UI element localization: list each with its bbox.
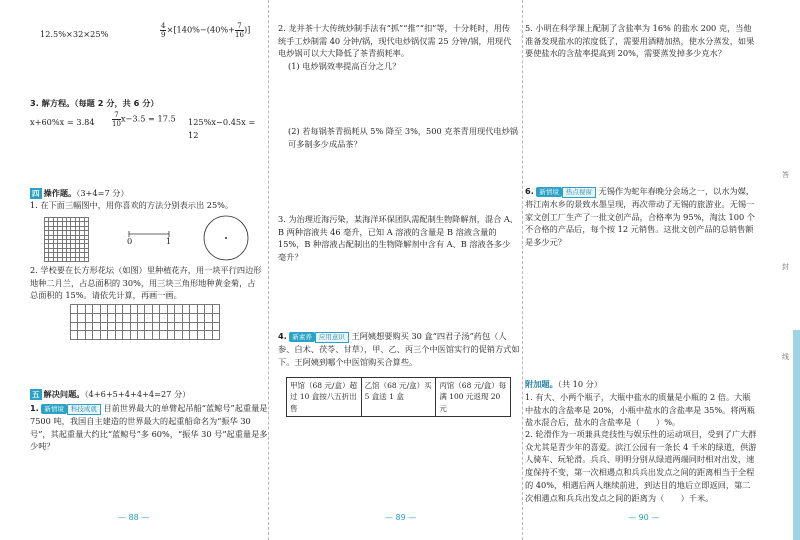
offer-clinic-b: 乙馆（68 元/盒）买 5 盒送 1 盒 [361, 378, 436, 417]
grid-cell [183, 323, 190, 332]
section-4-badge: 四 [32, 189, 40, 198]
question-6: 6. 新情境 热点视窗 无锡作为蛇年春晚分会场之一，以水为媒，将江南水乡的景致水墨呈现，再次带动了无锡的旅游业。无锡一家文创工厂生产了一批文创产品，合格率为 95%，淘汰 100 个不合格的产品后，每个按 12 元销售。这批文创产品的总销售额是多少元？ [525, 186, 755, 248]
new-literacy-tag: 新素养 [289, 332, 315, 342]
grid-cell [153, 305, 160, 314]
page-divider-2 [522, 0, 523, 540]
grid-cell [138, 305, 145, 314]
grid-cell [101, 323, 108, 332]
grid-cell [86, 305, 93, 314]
hot-topic-tag: 热点视窗 [562, 187, 596, 198]
binding-label-line: 线 [782, 353, 789, 361]
grid-cell [168, 305, 175, 314]
calc-expression-1: 12.5%×32×25% [40, 29, 109, 39]
grid-cell [93, 323, 100, 332]
offer-clinic-a: 甲馆（68 元/盒）超过 10 盒按八五折出售 [287, 378, 362, 417]
question-2-part-2: (2) 若每锅茶青损耗从 5% 降至 3%，500 克茶青用现代电炒锅可多制多少成品茶？ [288, 126, 518, 149]
grid-cell [93, 314, 100, 323]
grid-cell [123, 323, 130, 332]
grid-cell [160, 323, 167, 332]
grid-cell [160, 331, 167, 340]
page-88 [0, 0, 268, 540]
grid-cell [213, 323, 220, 332]
grid-cell [93, 331, 100, 340]
section-4-header: 四 操作题。（3+4=7 分） [32, 188, 129, 198]
question-3-title: 3. 解方程。（每题 2 分，共 6 分） [30, 98, 159, 108]
flowerbed-grid [70, 304, 220, 340]
page-edge-strip [793, 330, 800, 540]
grid-cell [213, 314, 220, 323]
question-4: 4. 新素养 应用意识 王阿姨想要购买 30 盒“四君子汤”药包（人参、白术、茯苓、甘草），甲、乙、丙三个中医馆实行的促销方式如下。王阿姨到哪个中医馆购买合算些。 [278, 331, 520, 367]
grid-cell [71, 331, 78, 340]
new-context-tag: 新情境 [536, 187, 562, 197]
grid-cell [183, 305, 190, 314]
grid-cell [86, 314, 93, 323]
grid-cell [116, 323, 123, 332]
application-awareness-tag: 应用意识 [315, 332, 349, 343]
question-5: 5. 小明在科学课上配制了含盐率为 16% 的盐水 200 克，当他准备发现盐水的浓度低了，需要用酒精加热，使水分蒸发，如果要使盐水的含盐率提高到 20%，需要蒸发掉多少克水？ [525, 23, 755, 59]
grid-cell [123, 305, 130, 314]
grid-cell [101, 305, 108, 314]
offer-table [286, 377, 511, 417]
page-90 [525, 0, 770, 540]
grid-cell [86, 331, 93, 340]
grid-cell [205, 305, 212, 314]
grid-cell [145, 305, 152, 314]
grid-cell [131, 331, 138, 340]
calc-expression-2: $\frac{4}{9}\times[140\%-(40\%+$ $\frac{7}{16}$)] [161, 22, 251, 39]
grid-cell [190, 323, 197, 332]
hundred-square-grid [44, 217, 89, 262]
grid-cell [190, 305, 197, 314]
grid-cell [198, 331, 205, 340]
operation-1: 1. 在下面三幅图中，用你喜欢的方法分别表示出 25%。 [30, 200, 234, 210]
grid-cell [86, 323, 93, 332]
number-line-label-1: 1 [166, 236, 172, 246]
equation-3: 125%x−0.45x = 12 [188, 117, 256, 140]
grid-cell [175, 305, 182, 314]
page-number-89: — 89 — [385, 513, 417, 522]
grid-cell [131, 314, 138, 323]
grid-cell [131, 323, 138, 332]
grid-cell [213, 305, 220, 314]
page-divider-1 [268, 0, 269, 540]
circle-figure [202, 214, 250, 266]
grid-cell [168, 323, 175, 332]
grid-cell [183, 314, 190, 323]
grid-cell [175, 314, 182, 323]
question-2: 2. 龙井茶十大传统炒制手法有“抓”“推”“扣”等，十分耗时，用传统手工炒制需 40 分钟/锅，现代电炒锅仅需 25 分钟/锅，用现代电炒锅可以大大降低了茶青损耗率。 [278, 23, 512, 59]
grid-cell [116, 331, 123, 340]
grid-cell [213, 331, 220, 340]
number-line [102, 228, 172, 240]
grid-cell [138, 331, 145, 340]
grid-cell [93, 305, 100, 314]
grid-cell [108, 305, 115, 314]
bonus-header: 附加题。（共 10 分） [525, 379, 603, 389]
grid-cell [153, 323, 160, 332]
number-line-label-0: 0 [127, 236, 133, 246]
question-3: 3. 为治理近海污染，某海洋环保团队需配制生物降解剂，混合 A、B 两种溶液共 46 毫升，已知 A 溶液的含量是 B 溶液含量的 15%，B 种溶液占配制出的生物降解剂中含有 A、B 溶液各多少毫升？ [278, 214, 518, 263]
grid-cell [101, 331, 108, 340]
grid-cell [71, 314, 78, 323]
equation-2: $\frac{7}{10}x-3.5 = 17.5$ [112, 111, 176, 128]
grid-cell [108, 314, 115, 323]
grid-cell [108, 331, 115, 340]
grid-cell [116, 314, 123, 323]
grid-cell [108, 323, 115, 332]
grid-cell [71, 323, 78, 332]
grid-cell [153, 331, 160, 340]
grid-cell [198, 305, 205, 314]
grid-cell [78, 323, 85, 332]
grid-cell [78, 314, 85, 323]
grid-cell [205, 331, 212, 340]
grid-cell [78, 305, 85, 314]
grid-cell [198, 323, 205, 332]
offer-clinic-c: 丙馆（68 元/盒）每满 100 元返现 20 元 [436, 378, 511, 417]
bonus-question-2: 2. 轮滑作为一项兼具竞技性与娱乐性的运动项目，受到了广大群众尤其是青少年的喜爱。滨江公园有一条长 4 千米的绿道，供游人骑车、玩轮滑。兵兵、明明分别从绿道两端同时相对出发，速度保持不变，第一次相遇点和兵兵出发点之间的距离相当于全程的 40%，相遇后两人继续前进，到达目的地后立即返回，第二次相遇点和兵兵出发点之间的距离为（ ）千米。 [525, 429, 757, 503]
grid-cell [190, 331, 197, 340]
grid-cell [116, 305, 123, 314]
grid-cell [153, 314, 160, 323]
page-number-90: — 90 — [628, 513, 660, 522]
grid-cell [190, 314, 197, 323]
grid-cell [71, 305, 78, 314]
grid-cell [160, 305, 167, 314]
section-5-badge: 五 [32, 390, 40, 399]
grid-cell [123, 314, 130, 323]
grid-cell [138, 323, 145, 332]
grid-cell [175, 323, 182, 332]
grid-cell [145, 314, 152, 323]
equation-1: x+60%x = 3.84 [30, 117, 95, 127]
section-5-header: 五 解决问题。（4+6+5+4+4+4=27 分） [32, 389, 191, 399]
question-2-part-1: (1) 电炒锅效率提高百分之几？ [288, 61, 401, 71]
grid-cell [205, 314, 212, 323]
grid-cell [85, 258, 89, 262]
grid-cell [145, 323, 152, 332]
bonus-question-1: 1. 有大、小两个瓶子，大瓶中盐水的质量是小瓶的 2 倍。大瓶中盐水的含盐率是 20%，小瓶中盐水的含盐率是 35%。将两瓶盐水混合后，盐水的含盐率是（ ）%。 [525, 392, 755, 428]
grid-cell [168, 331, 175, 340]
grid-cell [160, 314, 167, 323]
grid-cell [168, 314, 175, 323]
grid-cell [101, 314, 108, 323]
operation-2: 2. 学校要在长方形花坛（如图）里种植花卉，用一块平行四边形地种二月兰，占总面积的 30%，用三块三角形地种黄金菊，占总面积的 15%。请依先计算，再画一画。 [30, 265, 262, 301]
grid-cell [175, 331, 182, 340]
grid-cell [131, 305, 138, 314]
page-number-88: — 88 — [118, 513, 150, 522]
problem-1: 1. 新情境 科技成就 目前世界最大的单臂起吊船“蓝鲸号”起重量是 7500 吨，我国自主建造的世界最大的起重船命名为“振华 30 号”，其起重量大约比“蓝鲸号”多 60%，“振华 30 号”起重量是多少吨？ [30, 403, 268, 452]
tech-achievement-tag: 科技成就 [67, 404, 101, 415]
grid-cell [138, 314, 145, 323]
grid-cell [205, 323, 212, 332]
grid-cell [183, 331, 190, 340]
new-context-tag: 新情境 [41, 404, 67, 414]
page-89 [270, 0, 525, 540]
binding-label-answer: 答 [782, 171, 789, 179]
grid-cell [78, 331, 85, 340]
binding-label-seal: 封 [782, 263, 789, 271]
grid-cell [123, 331, 130, 340]
grid-cell [145, 331, 152, 340]
grid-cell [198, 314, 205, 323]
